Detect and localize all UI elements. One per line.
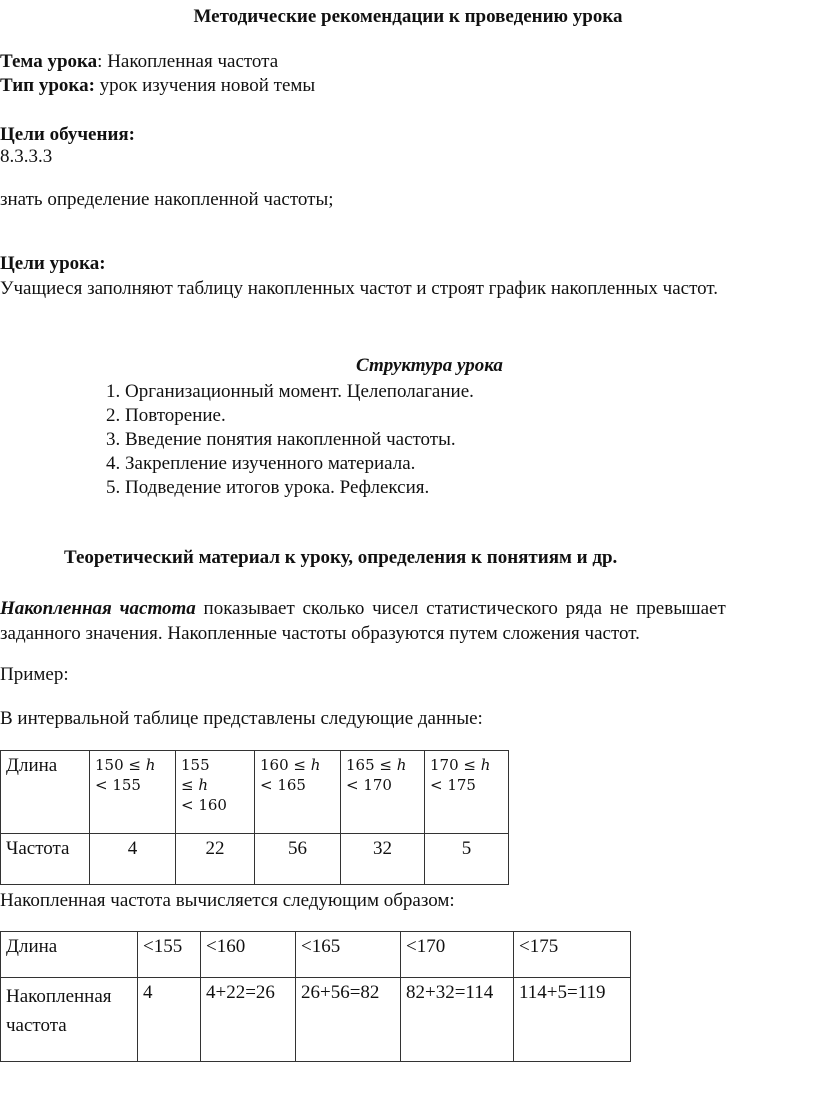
frequency-cell: 56 bbox=[255, 834, 341, 885]
table-row bbox=[1, 932, 631, 978]
theory-title: Теоретический материал к уроку, определения к понятиям и др. bbox=[64, 547, 618, 568]
document-title: Методические рекомендации к проведению урока bbox=[193, 6, 623, 27]
frequency-cell: 5 bbox=[425, 834, 509, 885]
structure-item: 2. Повторение. bbox=[106, 405, 226, 426]
structure-item: 5. Подведение итогов урока. Рефлексия. bbox=[106, 477, 430, 498]
table-header-cell: Накопленная частота bbox=[1, 978, 138, 1062]
interval-cell: 160 ≤ ℎ < 165 bbox=[255, 751, 341, 834]
structure-item: 4. Закрепление изученного материала. bbox=[106, 453, 416, 474]
interval-cell: 165 ≤ ℎ < 170 bbox=[341, 751, 425, 834]
cumulative-cell: 82+32=114 bbox=[401, 978, 514, 1062]
example-label: Пример: bbox=[0, 664, 69, 685]
table-row bbox=[1, 978, 631, 1062]
structure-item: 3. Введение понятия накопленной частоты. bbox=[106, 429, 456, 450]
cumulative-cell: 114+5=119 bbox=[514, 978, 631, 1062]
topic-line: Тема урока: Накопленная частота bbox=[0, 51, 279, 72]
bound-cell: <165 bbox=[296, 932, 401, 978]
table-header-cell: Длина bbox=[1, 751, 90, 834]
learning-goals-code: 8.3.3.3 bbox=[0, 146, 53, 167]
interval-cell: 150 ≤ ℎ < 155 bbox=[90, 751, 176, 834]
cumulative-cell: 26+56=82 bbox=[296, 978, 401, 1062]
bound-cell: <170 bbox=[401, 932, 514, 978]
bound-cell: <155 bbox=[138, 932, 201, 978]
bound-cell: <160 bbox=[201, 932, 296, 978]
frequency-cell: 22 bbox=[176, 834, 255, 885]
learning-goals-label: Цели обучения: bbox=[0, 124, 135, 145]
cumulative-table bbox=[0, 931, 631, 1062]
interval-cell: 170 ≤ ℎ < 175 bbox=[425, 751, 509, 834]
frequency-cell: 32 bbox=[341, 834, 425, 885]
cumulative-cell: 4 bbox=[138, 978, 201, 1062]
learning-goals-text: знать определение накопленной частоты; bbox=[0, 189, 334, 210]
lesson-goals-label: Цели урока: bbox=[0, 253, 106, 274]
cumulative-intro: Накопленная частота вычисляется следующим образом: bbox=[0, 890, 455, 911]
cumulative-cell: 4+22=26 bbox=[201, 978, 296, 1062]
frequency-cell: 4 bbox=[90, 834, 176, 885]
interval-cell: 155 ≤ ℎ < 160 bbox=[176, 751, 255, 834]
table-row bbox=[1, 834, 509, 885]
table-intro: В интервальной таблице представлены следующие данные: bbox=[0, 708, 483, 729]
table-header-cell: Частота bbox=[1, 834, 90, 885]
bound-cell: <175 bbox=[514, 932, 631, 978]
table-header-cell: Длина bbox=[1, 932, 138, 978]
structure-title: Структура урока bbox=[356, 355, 503, 376]
table-row bbox=[1, 751, 509, 834]
definition-line-2: заданного значения. Накопленные частоты образуются путем сложения частот. bbox=[0, 623, 640, 644]
definition-line-1: Накопленная частота показывает сколько чисел статистического ряда не превышает bbox=[0, 598, 726, 619]
type-line: Тип урока: урок изучения новой темы bbox=[0, 75, 316, 96]
frequency-table bbox=[0, 750, 509, 885]
lesson-goals-text: Учащиеся заполняют таблицу накопленных частот и строят график накопленных частот. bbox=[0, 278, 719, 299]
structure-item: 1. Организационный момент. Целеполагание. bbox=[106, 381, 474, 402]
